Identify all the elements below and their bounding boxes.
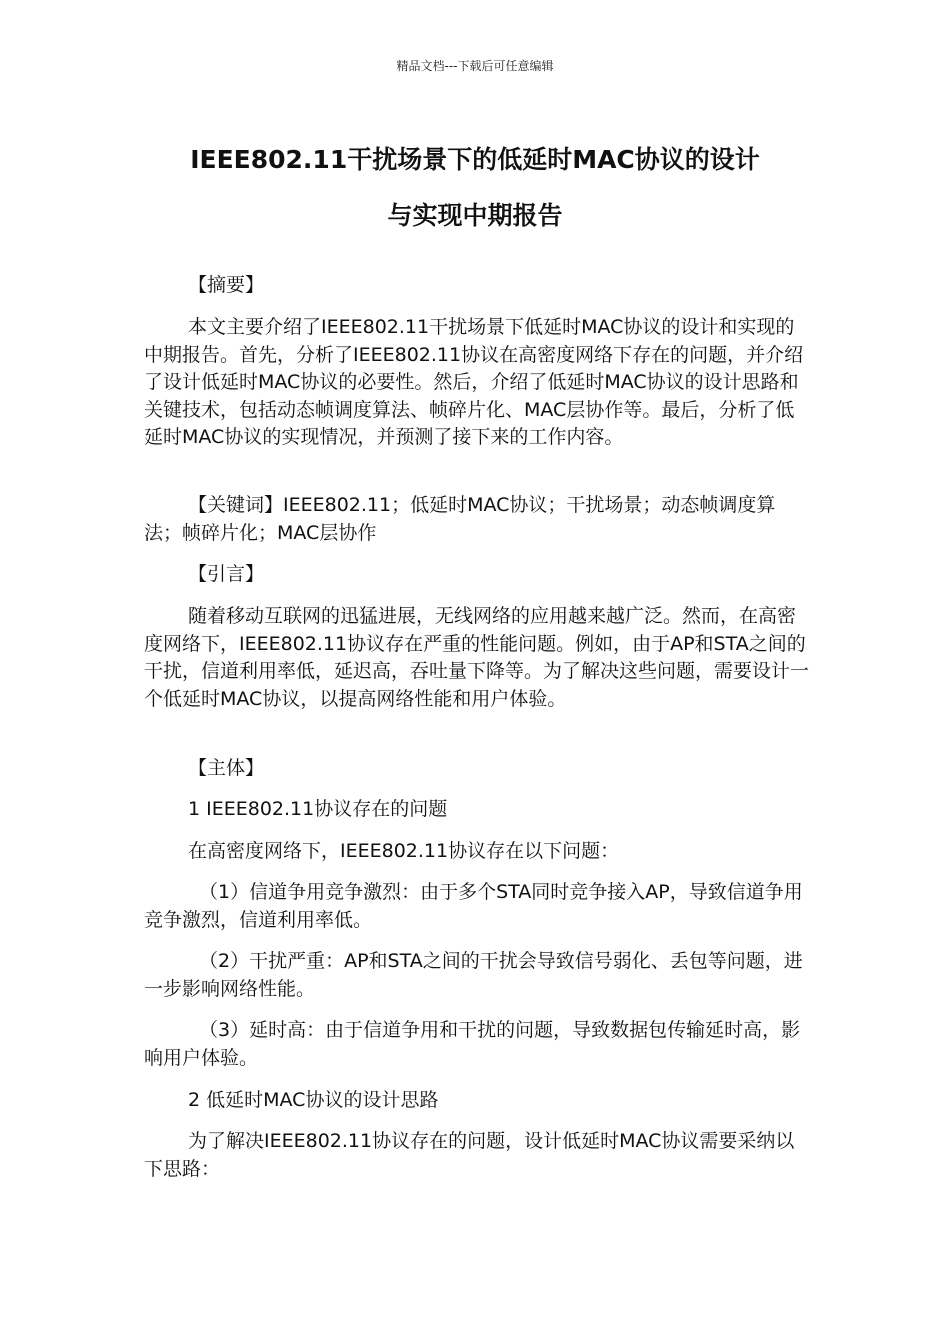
page-header-watermark: 精品文档---下载后可任意编辑 — [396, 59, 554, 73]
problem-item-2: （2）干扰严重：AP和STA之间的干扰会导致信号弱化、丢包等问题，进一步影响网络性能。 — [144, 950, 803, 1000]
document-title-line-2: 与实现中期报告 — [387, 201, 563, 230]
section-2-title: 2 低延时MAC协议的设计思路 — [188, 1089, 439, 1111]
abstract-heading: 【摘要】 — [188, 274, 265, 296]
introduction-paragraph: 随着移动互联网的迅猛进展，无线网络的应用越来越广泛。然而，在高密度网络下，IEEE802.11协议存在严重的性能问题。例如，由于AP和STA之间的干扰，信道利用率低，延迟高，吞吐量下降等。为了解决这些问题，需要设计一个低延时MAC协议，以提高网络性能和用户体验。 — [144, 605, 810, 710]
document-title-line-1: IEEE802.11干扰场景下的低延时MAC协议的设计 — [190, 145, 760, 174]
problem-item-1: （1）信道争用竞争激烈：由于多个STA同时竞争接入AP，导致信道争用竞争激烈，信道利用率低。 — [144, 881, 803, 931]
main-heading: 【主体】 — [188, 757, 265, 779]
introduction-heading: 【引言】 — [188, 563, 265, 585]
section-1-intro: 在高密度网络下，IEEE802.11协议存在以下问题： — [188, 840, 620, 862]
section-1-title: 1 IEEE802.11协议存在的问题 — [188, 798, 448, 820]
keywords-paragraph: 【关键词】IEEE802.11；低延时MAC协议；干扰场景；动态帧调度算法；帧碎片化；MAC层协作 — [144, 494, 776, 544]
abstract-paragraph: 本文主要介绍了IEEE802.11干扰场景下低延时MAC协议的设计和实现的中期报告。首先，分析了IEEE802.11协议在高密度网络下存在的问题，并介绍了设计低延时MAC协议的必要性。然后，介绍了低延时MAC协议的设计思路和关键技术，包括动态帧调度算法、帧碎片化、MAC层协作等。最后，分析了低延时MAC协议的实现情况，并预测了接下来的工作内容。 — [144, 316, 804, 448]
section-2-intro: 为了解决IEEE802.11协议存在的问题，设计低延时MAC协议需要采纳以下思路： — [144, 1130, 795, 1180]
problem-item-3: （3）延时高：由于信道争用和干扰的问题，导致数据包传输延时高，影响用户体验。 — [144, 1019, 801, 1069]
